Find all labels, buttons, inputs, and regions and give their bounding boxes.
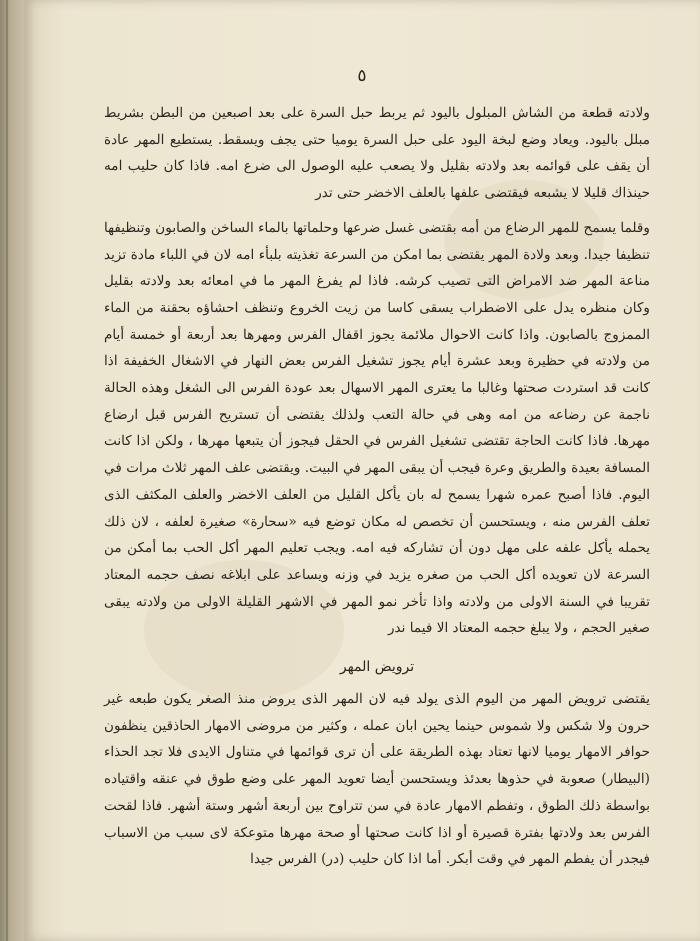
page-body (104, 100, 650, 873)
page-number: ٥ (357, 66, 367, 86)
paragraph-umbilical-care: ولادته قطعة من الشاش المبلول باليود ثم يربط حبل السرة على بعد اصبعين من البطن بشريط مبلل باليود. ويعاد وضع لبخة اليود على حبل السرة يوميا حتى يجف ويسقط. يستطيع المهر عادة أن يقف على قوائمه بعد ولادته بقليل ولا يصعب عليه الوصول الى ضرع امه. فاذا كان حليب امه حينذاك قليلا لا يشبعه فيقتضى علفها بالعلف الاخضر حتى تدر (104, 105, 650, 202)
section-heading: ترويض المهر (339, 659, 415, 676)
book-page (24, 0, 700, 941)
paragraph-nursing-and-feeding: وقلما يسمح للمهر الرضاع من أمه بقتضى غسل ضرعها وحلماتها بالماء الساخن والصابون وتنظيفها تنظيفا جيدا. وبعد ولادة المهر يقتضى بما امكن من السرعة تغذيته بلبأء امه لان في اللباء مادة تزيد مناعة المهر ضد الامراض التى تصيب كرشه. فاذا لم يفرغ المهر ما في امعائه بعد ولادته بقليل وكان منظره يدل على الاضطراب يسقى كاسا من زيت الخروع وتنظف احشاؤه بحقنة من الماء الممزوج بالصابون. واذا كانت الاحوال ملائمة يجوز اقفال الفرس ومهرها بعد أربعة أو خمسة أيام من ولادته في حظيرة وبعد عشرة أيام يجوز تشغيل الفرس بعض النهار في الاشغال الخفيفة اذا كانت قد استردت صحتها وغالبا ما يعترى المهر الاسهال بعد عودة الفرس الى الشغل وهذه الحالة ناجمة عن رضاعه من امه وهى في حالة التعب ولذلك يقتضى أن تستريح الفرس قبل ارضاع مهرها. فاذا كانت الحاجة تقتضى تشغيل الفرس في الحقل فيجوز أن يتبعها مهرها ، ولكن اذا كانت المسافة بعيدة والطريق وعرة فيجب أن يبقى المهر في البيت. ويقتضى علف المهر ثلاث مرات في اليوم. فاذا أصبح عمره شهرا يسمح له بان يأكل القليل من العلف الاخضر والعلف المكثف الذى تعلف الفرس منه ، ويستحسن أن تخصص له مكان توضع فيه «سحارة» صغيرة لعلفه ، لان ذلك يحمله يأكل علفه على مهل دون أن تشاركه فيه امه. ويجب تعليم المهر أكل الحب بما أمكن من السرعة لان تعويده أكل الحب من صغره يزيد في وزنه ويساعد على ابلاغه نصف حجمه المعتاد تقريبا في السنة الاولى من ولادته واذا تأخر نمو المهر في الاشهر القليلة الاولى من ولادته يبقى صغير الحجم ، ولا يبلغ حجمه المعتاد الا فيما ندر (104, 219, 650, 637)
paragraph-foal-training: يقتضى ترويض المهر من اليوم الذى يولد فيه لان المهر الذى يروض منذ الصغر يكون طبعه غير حرون ولا شكس ولا شموس حينما يحين ابان عمله ، وكثير من مروضى الامهار الحاذقين ينظفون حوافر الامهار يوميا لانها تعتاد بهذه الطريقة على أن ترى قوائمها في متناول الايدى فلا تجد الحذاء (البيطار) صعوبة في حذوها بعدئذ ويستحسن أيضا تعويد المهر على وضع طوق في عنقه واقتياده بواسطة ذلك الطوق ، وتفطم الامهار عادة في سن تتراوح بين أربعة أشهر وستة أشهر. فاذا لقحت الفرس بعد ولادتها بفترة قصيرة أو اذا كانت صحتها أو صحة مهرها متوعكة لاى سبب من الاسباب فيجدر أن يفطم المهر في وقت أبكر. أما اذا كان حليب (در) الفرس جيدا (104, 691, 650, 868)
